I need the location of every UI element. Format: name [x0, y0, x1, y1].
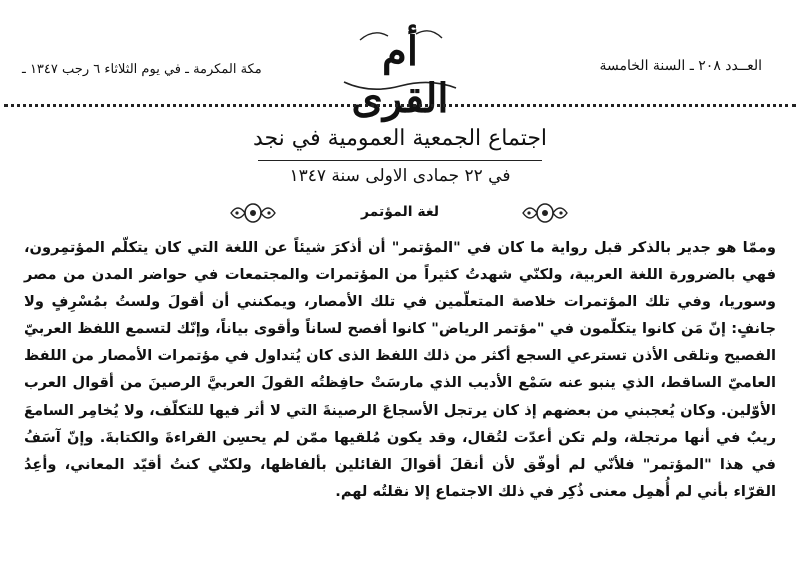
- masthead: [0, 0, 800, 122]
- section-title: لغة المؤتمر: [360, 204, 440, 220]
- floral-ornament-right-icon: [520, 200, 570, 226]
- masthead-issue-year: العــدد ٢٠٨ ـ السنة الخامسة: [599, 58, 762, 74]
- newspaper-logo: [330, 22, 470, 122]
- article-body: وممّا هو جدير بالذكر قبل رواية ما كان في "المؤتمر" أن أذكرَ شيئاً عن اللغة التي كان يتكلّم المؤتمِرون، فهي بالضرورة اللغة العربية، ولكنّي شهدتُ كثيراً من المؤتمرات والمجتمعات في حواضر المدن من مصر وسوريا، وفي تلك المؤتمرات خلاصة المتعلّمين في تلك الأمصار، ويمكنني أن أقولَ ولستُ بمُسْرِفٍ ولا جانفٍ: إنّ مَن كانوا يتكلّمون في "مؤتمر الرياض" كانوا أفصح لساناً وأقوى بياناً، وإنّك لتسمع اللفظ العربيّ الفصيح وتلقى الأذن تسترعي السجع أكثر من ذلك اللفظ الذى كان يُتداول في مؤتمرات الأمصار من اللفظ العاميّ الساقط، الذي ينبو عنه سَمْع الأديب الذي مارسَتْ حافِظتُه القولَ العربيَّ الرصينَ من أقوال العرب الأوّلين. وكان يُعجبني من بعضهم إذ كان يرتجل الأسجاعَ الرصينةَ التي لا أثر فيها للتكلّف، ولا يُخامِر السامعَ ريبٌ في أنها مرتجلة، ولم تكن أعدّت لتُقال، وقد يكون مُلقيها ممّن لم يحسِن القراءةَ والكتابةَ. وإنّ آسَفُ في هذا "المؤتمر" فلأنّي لم أوفّق لأن أنقلَ أقوالَ القائلين بألفاظها، ولكنّي كنتُ أقيّد المعاني، وأعِدُ القرّاء بأني لم أُهمِل معنى ذُكِر في ذلك الاجتماع إلا نقلتُه لهم.: [24, 239, 776, 500]
- section-header: [0, 200, 800, 230]
- article-headline: اجتماع الجمعية العمومية في نجد: [252, 126, 548, 151]
- masthead-date-place: مكة المكرمة ـ في يوم الثلاثاء ٦ رجب ١٣٤٧ ـ: [22, 62, 262, 77]
- headline-underline: [258, 160, 542, 161]
- dotted-divider: [4, 104, 796, 107]
- article-dateline: في ٢٢ جمادى الاولى سنة ١٣٤٧: [289, 166, 511, 186]
- logo-wordmark: أم القرى: [351, 28, 449, 122]
